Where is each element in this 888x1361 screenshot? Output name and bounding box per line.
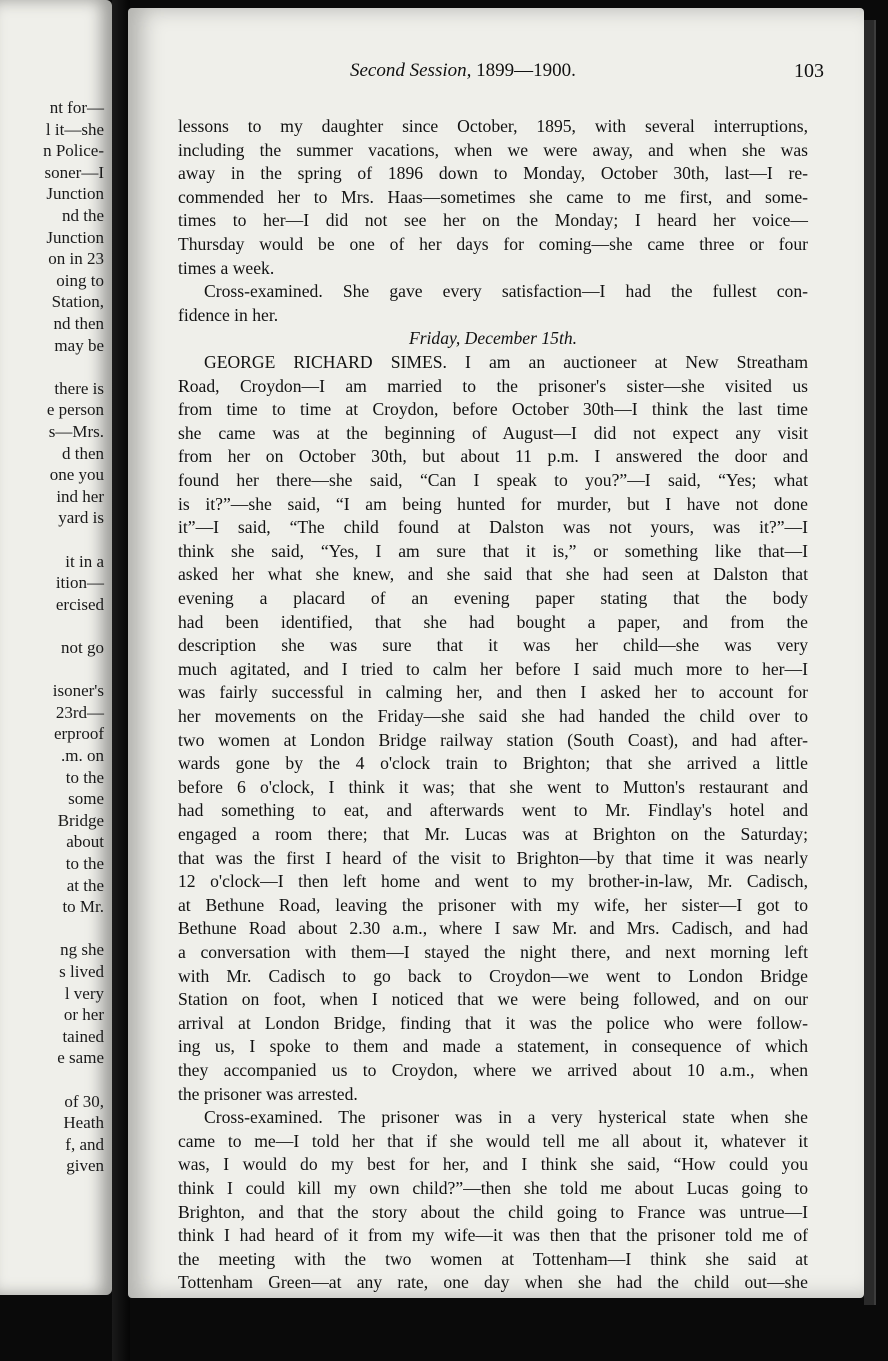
body-text-line: Station on foot, when I noticed that we were being followed, and on our [178, 989, 808, 1010]
left-page-line: f, and [65, 1134, 104, 1154]
left-page-line: to the [65, 767, 104, 787]
left-page-line: oing to [56, 270, 104, 290]
body-text-line: fidence in her. [178, 304, 279, 325]
header-years: 1899—1900. [476, 60, 576, 81]
body-text-line: had something to eat, and afterwards went to Mr. Findlay's hotel and [178, 800, 808, 821]
body-text-line: 12 o'clock—I then left home and went to my brother-in-law, Mr. Cadisch, [178, 871, 808, 892]
left-page-line: to the [65, 854, 104, 873]
body-text-line: two women at London Bridge railway station (South Coast), and had after- [178, 729, 808, 750]
body-text-line: was fairly successful in calming her, and then I asked her to account for [178, 682, 808, 703]
body-text-line: Cross-examined. She gave every satisfaction—I had the fullest con- [204, 281, 808, 302]
body-text-line: Cross-examined. The prisoner was in a very hysterical state when she [204, 1107, 808, 1128]
left-page-line: s—Mrs. [48, 422, 104, 441]
left-page-line: at the [66, 875, 104, 895]
header-session: Second Session, [350, 60, 472, 81]
body-text-line: a conversation with them—I stayed the night there, and next morning left [178, 942, 808, 962]
body-text-line: was, I would do my best for her, and I think she said, “How could you [178, 1154, 808, 1175]
date-subheading: Friday, December 15th. [408, 328, 578, 349]
left-page-line: not go [61, 638, 104, 657]
body-text-line: from time to time at Croydon, before October 30th—I think the last time [178, 399, 808, 420]
body-text-line: times to her—I did not see her on the Monday; I heard her voice— [178, 210, 808, 231]
left-page-line: Junction [46, 227, 104, 247]
left-page-line: nd the [61, 206, 104, 225]
body-text-line: found her there—she said, “Can I speak to you?”—I said, “Yes; what [178, 470, 808, 490]
page-edge [864, 20, 876, 1305]
left-page-line: Junction [46, 184, 104, 204]
left-page-line: d then [61, 443, 104, 463]
left-page-line: l it—she [45, 119, 104, 139]
left-page-line: nd then [53, 314, 104, 333]
left-page-line: may be [54, 335, 104, 355]
left-page-line: on in 23 [48, 249, 104, 269]
body-text-line: including the summer vacations, when we were away, and when she was [178, 139, 808, 160]
left-page-line: to Mr. [62, 897, 104, 917]
page-number: 103 [794, 60, 824, 82]
left-page-line: ition— [55, 573, 104, 593]
body-text-line: lessons to my daughter since October, 1895, with several interruptions, [178, 116, 808, 136]
body-text-line: Thursday would be one of her days for coming—she came three or four [178, 234, 808, 254]
body-text-line: think I had heard of it from my wife—it was then that the prisoner told me of [178, 1225, 808, 1246]
body-text-line: asked her what she knew, and she said that she had seen at Dalston that [178, 564, 808, 585]
left-page-line: one you [49, 465, 104, 485]
left-page-line: ercised [55, 594, 104, 614]
body-text-line: description she was sure that it was her child—she was very [178, 635, 808, 656]
left-page-line: given [66, 1156, 104, 1176]
body-text-line: is it?”—she said, “I am being hunted for murder, but I have not done [178, 493, 808, 514]
left-page-line: nt for— [49, 98, 104, 117]
body-text-line: times a week. [178, 257, 275, 278]
left-page-line: .m. on [61, 746, 104, 765]
left-page-line: n Police- [43, 141, 104, 161]
body-text-line: much agitated, and I tried to calm her before I said much more to her—I [178, 658, 808, 679]
body-text-line: that was the first I heard of the visit to Brighton—by that time it was nearly [178, 847, 808, 868]
left-page-line: s lived [59, 962, 104, 981]
body-text-line: wards gone by the 4 o'clock train to Brighton; that she arrived a little [178, 753, 808, 774]
body-text-line: think I could kill my own child?”—then she told me about Lucas going to [178, 1178, 808, 1198]
left-page-fragment [0, 0, 112, 1295]
body-text-line: away in the spring of 1896 down to Monday, October 30th, last—I re- [178, 163, 808, 184]
left-page-line: about [66, 832, 104, 852]
body-text-line: engaged a room there; that Mr. Lucas was at Brighton on the Saturday; [178, 824, 808, 844]
body-text-line: from her on October 30th, but about 11 p.m. I answered the door and [178, 446, 808, 467]
running-header [350, 60, 576, 82]
body-text-line: GEORGE RICHARD SIMES. I am an auctioneer at New Streatham [204, 352, 808, 372]
left-page-line: erproof [53, 724, 104, 744]
body-text-line: her movements on the Friday—she said she had handed the child over to [178, 706, 808, 726]
body-text-line: think she said, “Yes, I am sure that it is,” or something like that—I [178, 540, 808, 561]
body-text-line: Brighton, and that the story about the child going to France was untrue—I [178, 1201, 808, 1222]
body-text-line: before 6 o'clock, I think it was; that she went to Mutton's restaurant and [178, 776, 808, 797]
left-page-line: of 30, [64, 1091, 104, 1111]
left-page-line: l very [64, 983, 104, 1003]
body-text-line: came to me—I told her that if she would tell me all about it, whatever it [178, 1130, 808, 1151]
body-text-line: Tottenham Green—at any rate, one day when she had the child out—she [178, 1272, 808, 1293]
left-page-line: Bridge [57, 810, 104, 830]
left-page-line: tained [62, 1026, 104, 1046]
left-page-line: e person [46, 400, 104, 420]
body-text-line: evening a placard of an evening paper stating that the body [178, 588, 808, 608]
left-page-line: ng she [60, 940, 104, 960]
body-text-line: the prisoner was arrested. [178, 1083, 358, 1104]
left-page-line: soner—I [44, 162, 104, 182]
body-text-line: Road, Croydon—I am married to the prisoner's sister—she visited us [178, 375, 808, 396]
left-page-line: some [68, 789, 104, 809]
body-text-line: Bethune Road about 2.30 a.m., where I saw Mr. and Mrs. Cadisch, and had [178, 918, 808, 939]
left-page-line: 23rd— [55, 702, 104, 722]
body-text-line: she came was at the beginning of August—I did not expect any visit [178, 422, 808, 443]
left-page-line: Station, [51, 292, 104, 312]
body-text-line: had been identified, that she had bought a paper, and from the [178, 611, 808, 632]
body-text-line: at Bethune Road, leaving the prisoner with my wife, her sister—I got to [178, 894, 808, 915]
left-page-line: there is [54, 378, 104, 398]
body-text-line: they accompanied us to Croydon, where we arrived about 10 a.m., when [178, 1060, 808, 1080]
left-page-line: it in a [65, 551, 104, 571]
body-text-line: the meeting with the two women at Tottenham—I think she said at [178, 1248, 808, 1269]
left-page-line: or her [63, 1005, 104, 1025]
body-text-line: it”—I said, “The child found at Dalston was not yours, was it?”—I [178, 517, 808, 538]
body-text-line: arrival at London Bridge, finding that it was the police who were follow- [178, 1012, 808, 1033]
body-text-line: ing us, I spoke to them and made a statement, in consequence of which [178, 1036, 808, 1057]
left-page-line: isoner's [52, 681, 104, 701]
left-page-line: yard is [58, 508, 104, 528]
left-page-line: Heath [63, 1113, 104, 1133]
body-text-line: commended her to Mrs. Haas—sometimes she came to me first, and some- [178, 186, 808, 207]
body-text-line: with Mr. Cadisch to go back to Croydon—we went to London Bridge [178, 965, 808, 986]
left-page-line: e same [57, 1048, 104, 1068]
left-page-line: ind her [56, 486, 104, 506]
right-page [128, 8, 864, 1298]
